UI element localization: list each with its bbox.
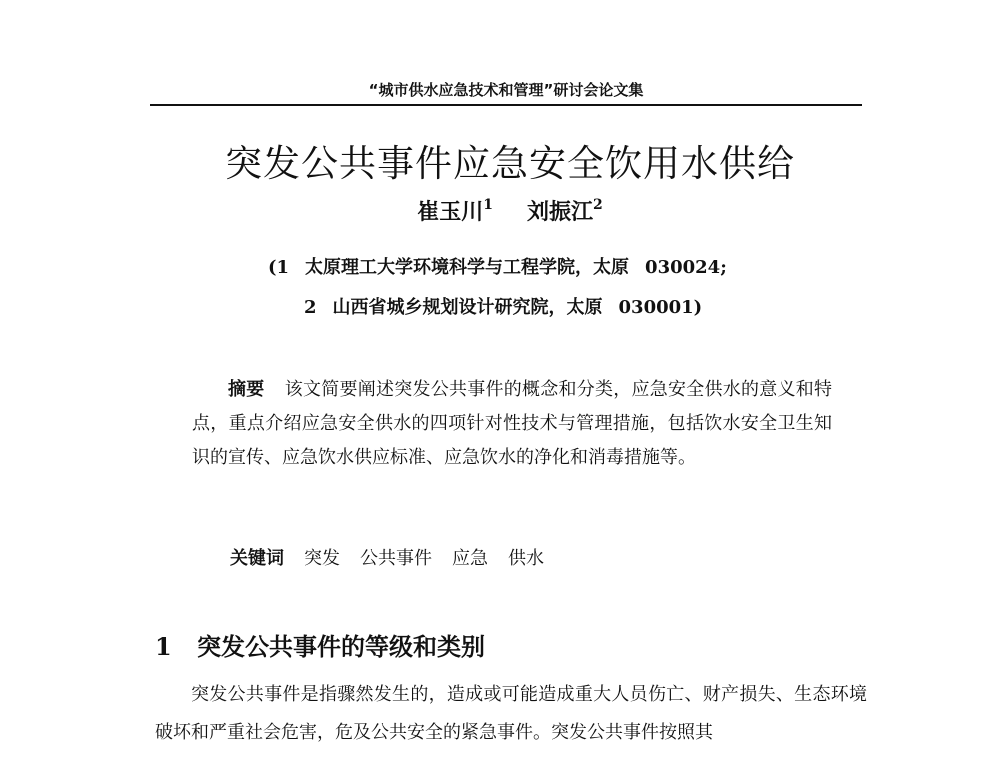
affiliation-2: [304, 295, 702, 321]
keyword: 供水: [508, 548, 544, 569]
keywords: [230, 544, 564, 574]
abstract-text: 该文简要阐述突发公共事件的概念和分类，应急安全供水的意义和特点，重点介绍应急安全供水的四项针对性技术与管理措施，包括饮水安全卫生知识的宣传、应急饮水供应标准、应急饮水的净化和消毒措施等。: [192, 379, 832, 468]
affiliation-postcode: 030024;: [645, 257, 727, 278]
affiliation-marker: 2: [304, 297, 317, 318]
section-number: 1: [155, 632, 172, 661]
abstract-label: 摘要: [228, 379, 265, 400]
running-header: “城市供水应急技术和管理”研讨会论文集: [368, 81, 644, 99]
section-title: 突发公共事件的等级和类别: [197, 633, 485, 661]
keyword: 应急: [452, 548, 488, 569]
affiliation-1: [268, 255, 727, 281]
keyword: 公共事件: [360, 548, 432, 569]
author-name: 崔玉川: [417, 200, 484, 225]
section-heading: [155, 630, 485, 664]
affiliation-postcode: 030001): [618, 297, 703, 318]
affiliation-text: 山西省城乡规划设计研究院，太原: [332, 297, 603, 318]
keywords-label: 关键词: [230, 548, 284, 569]
author-affiliation-mark: 2: [593, 197, 603, 213]
paper-title: 突发公共事件应急安全饮用水供给: [225, 142, 795, 185]
body-paragraph: 突发公共事件是指骤然发生的，造成或可能造成重大人员伤亡、财产损失、生态环境破坏和严重社会危害，危及公共安全的紧急事件。突发公共事件按照其: [155, 684, 867, 743]
abstract: [192, 373, 832, 475]
author-name: 刘振江: [527, 200, 594, 225]
header-rule: [150, 104, 862, 106]
author-affiliation-mark: 1: [483, 197, 493, 213]
affiliation-marker: (1: [268, 257, 290, 278]
keyword: 突发: [304, 548, 340, 569]
affiliation-text: 太原理工大学环境科学与工程学院，太原: [305, 257, 630, 278]
author-list: [120, 198, 900, 228]
